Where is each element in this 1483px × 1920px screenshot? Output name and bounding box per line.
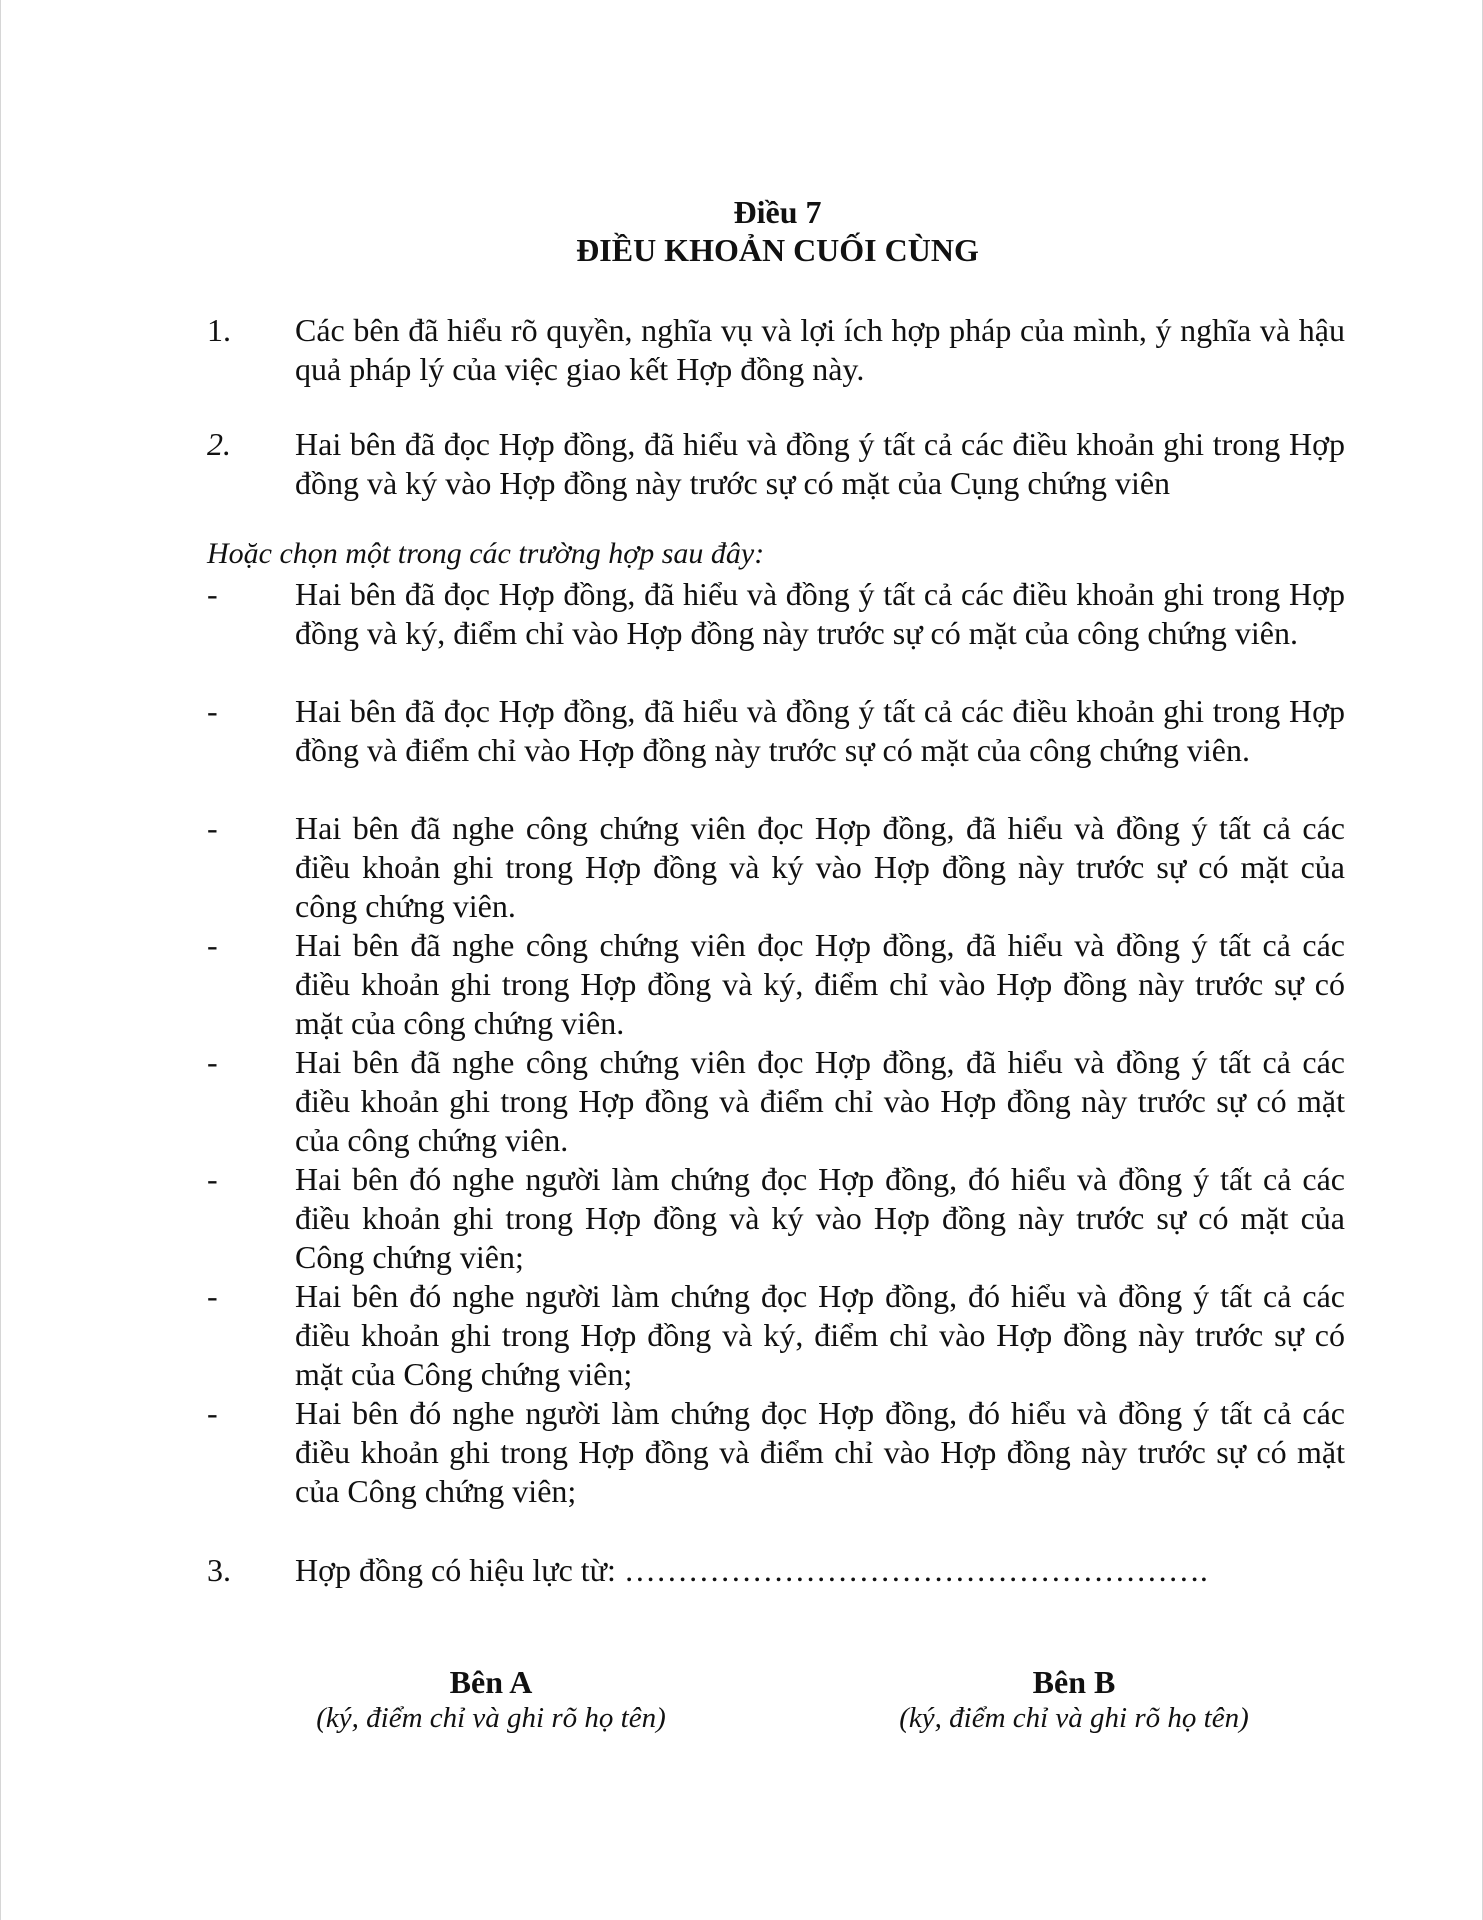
- clause-3-text: Hợp đồng có hiệu lực từ: ……………………………………………….: [295, 1552, 1208, 1588]
- options-intro: Hoặc chọn một trong các trường hợp sau đây:: [207, 537, 765, 570]
- clause-1-text: Các bên đã hiểu rõ quyền, nghĩa vụ và lợi ích hợp pháp của mình, ý nghĩa và hậu quả pháp lý của việc giao kết Hợp đồng này.: [295, 312, 1345, 387]
- party-a-note: (ký, điểm chỉ và ghi rõ họ tên): [316, 1702, 666, 1734]
- option-6-text: Hai bên đó nghe người làm chứng đọc Hợp đồng, đó hiểu và đồng ý tất cả các điều khoản ghi trong Hợp đồng và ký vào Hợp đồng này trước sự có mặt của Công chứng viên;: [295, 1161, 1345, 1275]
- clause-1-number: 1.: [207, 312, 231, 348]
- option-4-text: Hai bên đã nghe công chứng viên đọc Hợp đồng, đã hiểu và đồng ý tất cả các điều khoản ghi trong Hợp đồng và ký, điểm chỉ vào Hợp đồng này trước sự có mặt của công chứng viên.: [295, 927, 1345, 1041]
- option-5-text: Hai bên đã nghe công chứng viên đọc Hợp đồng, đã hiểu và đồng ý tất cả các điều khoản ghi trong Hợp đồng và điểm chỉ vào Hợp đồng này trước sự có mặt của công chứng viên.: [295, 1044, 1345, 1158]
- clause-3-number: 3.: [207, 1552, 231, 1588]
- option-1-text: Hai bên đã đọc Hợp đồng, đã hiểu và đồng ý tất cả các điều khoản ghi trong Hợp đồng và ký, điểm chỉ vào Hợp đồng này trước sự có mặt của công chứng viên.: [295, 576, 1345, 651]
- clause-2-number: 2.: [207, 426, 231, 462]
- option-6-marker: -: [207, 1161, 218, 1197]
- option-4-marker: -: [207, 927, 218, 963]
- option-8-marker: -: [207, 1395, 218, 1431]
- option-3-text: Hai bên đã nghe công chứng viên đọc Hợp đồng, đã hiểu và đồng ý tất cả các điều khoản ghi trong Hợp đồng và ký vào Hợp đồng này trước sự có mặt của công chứng viên.: [295, 810, 1345, 924]
- option-7-text: Hai bên đó nghe người làm chứng đọc Hợp đồng, đó hiểu và đồng ý tất cả các điều khoản ghi trong Hợp đồng và ký, điểm chỉ vào Hợp đồng này trước sự có mặt của Công chứng viên;: [295, 1278, 1345, 1392]
- party-b-note: (ký, điểm chỉ và ghi rõ họ tên): [899, 1702, 1249, 1734]
- option-2-text: Hai bên đã đọc Hợp đồng, đã hiểu và đồng ý tất cả các điều khoản ghi trong Hợp đồng và điểm chỉ vào Hợp đồng này trước sự có mặt của công chứng viên.: [295, 693, 1345, 768]
- clause-2-text: Hai bên đã đọc Hợp đồng, đã hiểu và đồng ý tất cả các điều khoản ghi trong Hợp đồng và ký vào Hợp đồng này trước sự có mặt của Cụng chứng viên: [295, 426, 1345, 501]
- party-a-title: Bên A: [449, 1664, 533, 1700]
- party-b-title: Bên B: [1032, 1664, 1116, 1700]
- article-title: ĐIỀU KHOẢN CUỐI CÙNG: [576, 232, 979, 268]
- option-5-marker: -: [207, 1044, 218, 1080]
- article-number: Điều 7: [733, 194, 822, 230]
- option-7-marker: -: [207, 1278, 218, 1314]
- option-3-marker: -: [207, 810, 218, 846]
- option-1-marker: -: [207, 576, 218, 612]
- option-8-text: Hai bên đó nghe người làm chứng đọc Hợp đồng, đó hiểu và đồng ý tất cả các điều khoản ghi trong Hợp đồng và điểm chỉ vào Hợp đồng này trước sự có mặt của Công chứng viên;: [295, 1395, 1345, 1509]
- option-2-marker: -: [207, 693, 218, 729]
